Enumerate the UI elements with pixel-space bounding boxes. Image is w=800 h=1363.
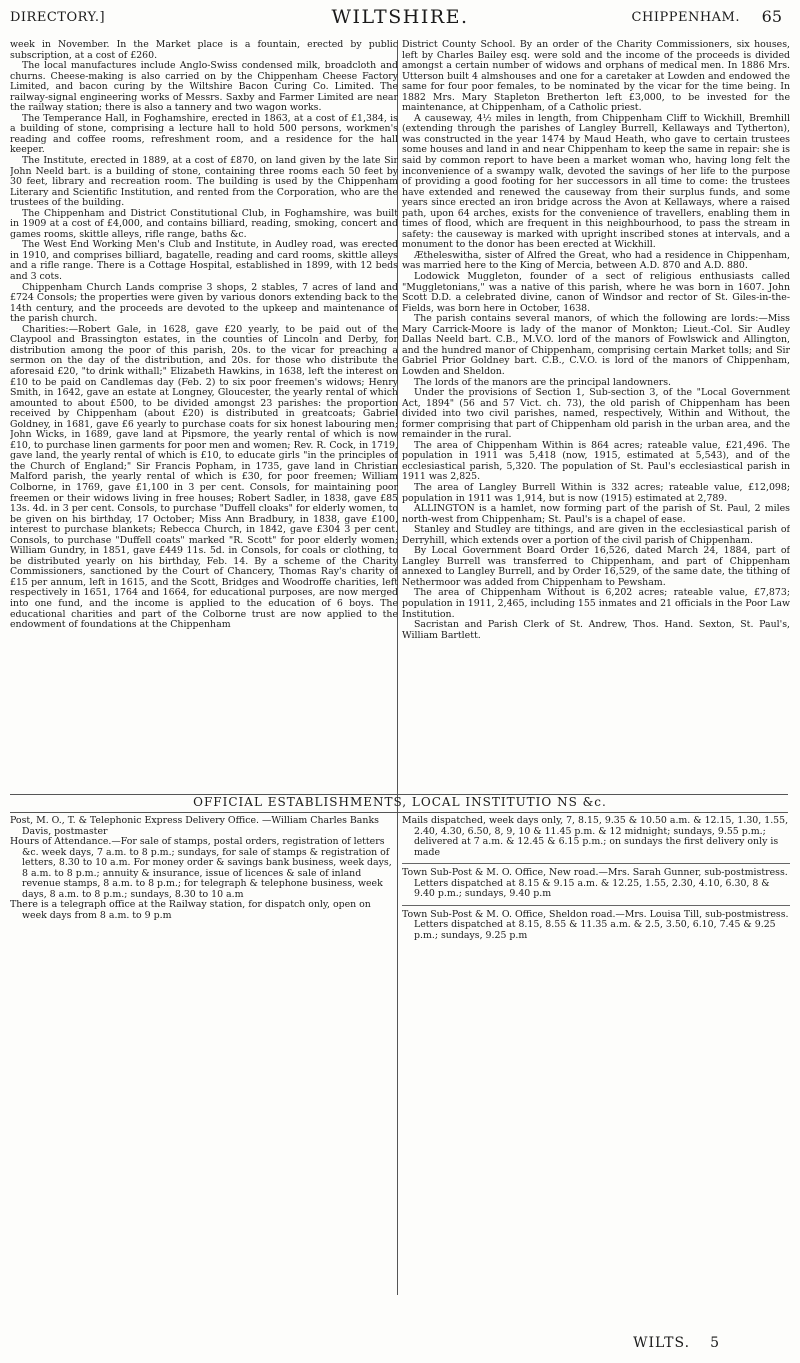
paragraph: Under the provisions of Section 1, Sub-section 3, of the "Local Government Act, 1894" (56 and 57 Vict. ch. 73), the old parish of Chippenham has been divided into two civil parishes, named, respectively, Within and Without, the former comprising that part of Chippenham old parish in the urban area, and the remainder in the rural. [402, 387, 790, 441]
left-column [10, 40, 398, 792]
official-left-section [10, 816, 398, 1326]
listing-entry: Town Sub-Post & M. O. Office, New road.—Mrs. Sarah Gunner, sub-postmistress. Letters dispatched at 8.15 & 9.15 a.m. & 12.25, 1.55, 2.30, 4.10, 6.30, 8 & 9.40 p.m.; sundays, 9.40 p.m [402, 867, 788, 900]
listing-entry: Post, M. O., T. & Telephonic Express Delivery Office. —William Charles Banks Davis, postmaster [10, 816, 379, 837]
paragraph: The parish contains several manors, of which the following are lords:—Miss Mary Carrick-Moore is lady of the manor of Monkton; Lieut.-Col. Sir Audley Dallas Neeld bart. C.B., M.V.O. lord of the manors of Fowlswick and Allington, and the hundred manor of Chippenham, comprising certain Market tolls; and Sir Gabriel Prior Goldney bart. C.B., C.V.O. is lord of the manors of Chippenham, Lowden and Sheldon. [402, 313, 790, 377]
paragraph: The Chippenham and District Constitutional Club, in Foghamshire, was built in 1909 at a cost of £4,000, and contains billiard, reading, smoking, concert and games rooms, skittle alleys, rifle range, baths &c. [10, 207, 398, 240]
footer-label: WILTS. [633, 1335, 691, 1351]
paragraph: The West End Working Men's Club and Institute, in Audley road, was erected in 1910, and comprises billiard, bagatelle, reading and card rooms, skittle alleys and a rifle range. There is a Cottage Hospital, established in 1899, with 12 beds and 3 cots. [10, 239, 398, 283]
paragraph: The local manufactures include Anglo-Swiss condensed milk, broadcloth and churns. Cheese-making is also carried on by the Chippenham Cheese Factory Limited, and bacon curing by the Wiltshire Bacon Curing Co. Limited. The railway-signal engineering works of Messrs. Saxby and Farmer Limited are near the railway station; there is also a tannery and two wagon works. [10, 60, 398, 114]
footer-page-number: 5 [710, 1335, 720, 1351]
paragraph: The area of Chippenham Within is 864 acres; rateable value, £21,496. The population in 1911 was 5,418 (now, 1915, estimated at 5,543), and of the ecclesiastical parish, 5,320. The population of St. Paul's ecclesiastical parish in 1911 was 2,825. [402, 439, 790, 483]
official-right-section [402, 816, 790, 1326]
right-column [402, 40, 790, 792]
paragraph: The lords of the manors are the principal landowners. [414, 376, 672, 388]
paragraph: Sacristan and Parish Clerk of St. Andrew, Thos. Hand. Sexton, St. Paul's, William Bartlett. [402, 619, 790, 641]
paragraph: Lodowick Muggleton, founder of a sect of religious enthusiasts called "Muggletonians," was a native of this parish, where he was born in 1607. John Scott D.D. a celebrated divine, canon of Windsor and rector of St. Giles-in-the-Fields, was born here in October, 1638. [402, 271, 790, 314]
paragraph: Stanley and Studley are tithings, and are given in the ecclesiastical parish of Derryhill, which extends over a portion of the civil parish of Chippenham. [402, 524, 790, 546]
page-header [0, 4, 800, 38]
listing-entry: Town Sub-Post & M. O. Office, Sheldon road.—Mrs. Louisa Till, sub-postmistress. Letters dispatched at 8.15, 8.55 & 11.35 a.m. & 2.5, 3.50, 6.10, 7.45 & 9.25 p.m.; sundays, 9.25 p.m [402, 908, 789, 941]
header-county: WILTSHIRE. [331, 6, 469, 28]
entry-divider [402, 863, 790, 864]
paragraph: Ætheleswitha, sister of Alfred the Great, who had a residence in Chippenham, was married here to the King of Mercia, between A.D. 870 and A.D. 880. [402, 249, 790, 272]
section-rule-bottom [10, 812, 788, 813]
paragraph: The area of Langley Burrell Within is 332 acres; rateable value, £12,098; population in 1911 was 1,914, but is now (1915) estimated at 2,789. [402, 481, 790, 504]
listing-entry: Mails dispatched, week days only, 7, 8.15, 9.35 & 10.50 a.m. & 12.15, 1.30, 1.55, 2.40, 4.30, 6.50, 8, 9, 10 & 11.45 p.m. & 12 midnight; sundays, 9.55 p.m.; delivered at 7 a.m. & 12.45 & 6.15 p.m.; on sundays the first delivery only is made [402, 816, 789, 858]
paragraph: Charities:—Robert Gale, in 1628, gave £20 yearly, to be paid out of the Claypool and Brassington estates, in the counties of Lincoln and Derby, for distribution among the poor of this parish, 20s. to the vicar for preaching a sermon on the day of the distribution, and 20s. for those who distribute the aforesaid £20, "to drink withall;" Elizabeth Hawkins, in 1638, left the interest on £10 to be paid on Candlemas day (Feb. 2) to six poor freemen's widows; Henry Smith, in 1642, gave an estate at Longney, Gloucester, the yearly rental of which amounted to about £500, to be divided amongst 23 parishes: the proportion received by Chippenham (about £20) is distributed in greatcoats; Gabriel Goldney, in 1681, gave £6 yearly to purchase coats for six honest labouring men; John Wicks, in 1689, gave land at Pipsmore, the yearly rental of which is now £10, to purchase linen garments for poor men and women; Rev. R. Cock, in 1719, gave land, the yearly rental of which is £10, to educate girls "in the principles of the Church of England;" Sir Francis Popham, in 1735, gave land in Christian Malford parish, the yearly rental of which is £30, for poor freemen; William Colborne, in 1769, gave £1,100 in 3 per cent. Consols, for maintaining poor freemen or their widows living in free houses; Robert Sadler, in 1838, gave £85 13s. 4d. in 3 per cent. Consols, to purchase "Duffell cloaks" for elderly women, to be given on his birthday, 17 October; Miss Ann Bradbury, in 1838, gave £100, interest to purchase blankets; Rebecca Church, in 1842, gave £304 3 per cent. Consols, to purchase "Duffell coats" marked "R. Scott" for poor elderly women; William Gundry, in 1851, gave £449 11s. 5d. in Consols, for coals or clothing, to be distributed yearly on his birthday, Feb. 14. By a scheme of the Charity Commissioners, sanctioned by the Court of Chancery, Thomas Ray's charity of £15 per annum, left in 1615, and the Scott, Bridges and Woodroffe charities, left respectively in 1651, 1764 and 1664, for educational purposes, are now merged into one fund, and the income is applied to the education of 6 boys. The educational charities and part of the Colborne trust are now applied to the endowment of foundations at the Chippenham [10, 323, 398, 631]
paragraph: Chippenham Church Lands comprise 3 shops, 2 stables, 7 acres of land and £724 Consols; the properties were given by various donors extending back to the 14th century, and the proceeds are devoted to the upkeep and maintenance of the parish church. [10, 281, 398, 325]
listing-entry: Hours of Attendance.—For sale of stamps, postal orders, registration of letters &c. week days, 7 a.m. to 8 p.m.; sundays, for sale of stamps & registration of letters, 8.30 to 10 a.m. For money order & savings bank business, week days, 8 a.m. to 8 p.m.; annuity & insurance, issue of licences & sale of inland revenue stamps, 8 a.m. to 8 p.m.; for telegraph & telephone business, week days, 8 a.m. to 8 p.m.; sundays, 8.30 to 10 a.m [10, 836, 392, 900]
paragraph: week in November. In the Market place is a fountain, erected by public subscription, at a cost of £260. [10, 40, 398, 61]
listing-entry: There is a telegraph office at the Railway station, for dispatch only, open on week days from 8 a.m. to 9 p.m [10, 899, 371, 921]
page-footer [633, 1335, 720, 1351]
paragraph: ALLINGTON is a hamlet, now forming part of the parish of St. Paul, 2 miles north-west from Chippenham; St. Paul's is a chapel of ease. [402, 503, 790, 525]
header-directory: DIRECTORY.] [10, 10, 106, 25]
paragraph: A causeway, 4½ miles in length, from Chippenham Cliff to Wickhill, Bremhill (extending through the parishes of Langley Burrell, Kellaways and Tytherton), was constructed in the year 1474 by Maud Heath, who gave to certain trustees some houses and land in and near Chippenham to keep the same in repair: she is said by common report to have been a market woman who, having long felt the inconvenience of a swampy walk, devoted the savings of her life to the purpose of providing a good footing for her successors in all time to come: the trustees have extended and renewed the causeway from their surplus funds, and some years since erected an iron bridge across the Avon at Kellaways, where a raised path, upon 64 arches, exists for the convenience of travellers, enabling them in times of flood, which are frequent in this neighbourhood, to pass the stream in safety: the causeway is marked with upright inscribed stones at intervals, and a monument to the donor has been erected at Wickhill. [402, 112, 790, 251]
paragraph: By Local Government Board Order 16,526, dated March 24, 1884, part of Langley Burrell was transferred to Chippenham, and part of Chippenham annexed to Langley Burrell, and by Order 16,529, of the same date, the tithing of Nethermoor was added from Chippenham to Pewsham. [402, 545, 790, 588]
body-columns [0, 40, 800, 792]
paragraph: The Temperance Hall, in Foghamshire, erected in 1863, at a cost of £1,384, is a building of stone, comprising a lecture hall to hold 500 persons, workmen's reading and coffee rooms, refreshment room, and a residence for the hall keeper. [10, 112, 398, 156]
header-page-number: 65 [761, 7, 782, 26]
entry-divider [402, 905, 790, 906]
paragraph: District County School. By an order of the Charity Commissioners, six houses, left by Charles Bailey esq. were sold and the income of the proceeds is divided amongst a certain number of widows and orphans of medical men. In 1886 Mrs. Utterson built 4 almshouses and one for a caretaker at Lowden and endowed the same for four poor females, to be nominated by the vicar for the time being. In 1882 Mrs. Mary Stapleton Bretherton left £3,000, to be invested for the maintenance, at Chippenham, of a Catholic priest. [402, 40, 790, 114]
paragraph: The area of Chippenham Without is 6,202 acres; rateable value, £7,873; population in 1911, 2,465, including 155 inmates and 21 officials in the Poor Law Institution. [402, 587, 790, 620]
official-establishments-title: OFFICIAL ESTABLISHMENTS, LOCAL INSTITUTIO NS &c. [193, 795, 607, 809]
paragraph: The Institute, erected in 1889, at a cost of £870, on land given by the late Sir John Neeld bart. is a building of stone, containing three rooms each 50 feet by 30 feet, library and recreation room. The building is used by the Chippenham Literary and Scientific Institution, and rented from the Corporation, who are the trustees of the building. [10, 155, 398, 209]
header-town: CHIPPENHAM. [631, 10, 740, 25]
